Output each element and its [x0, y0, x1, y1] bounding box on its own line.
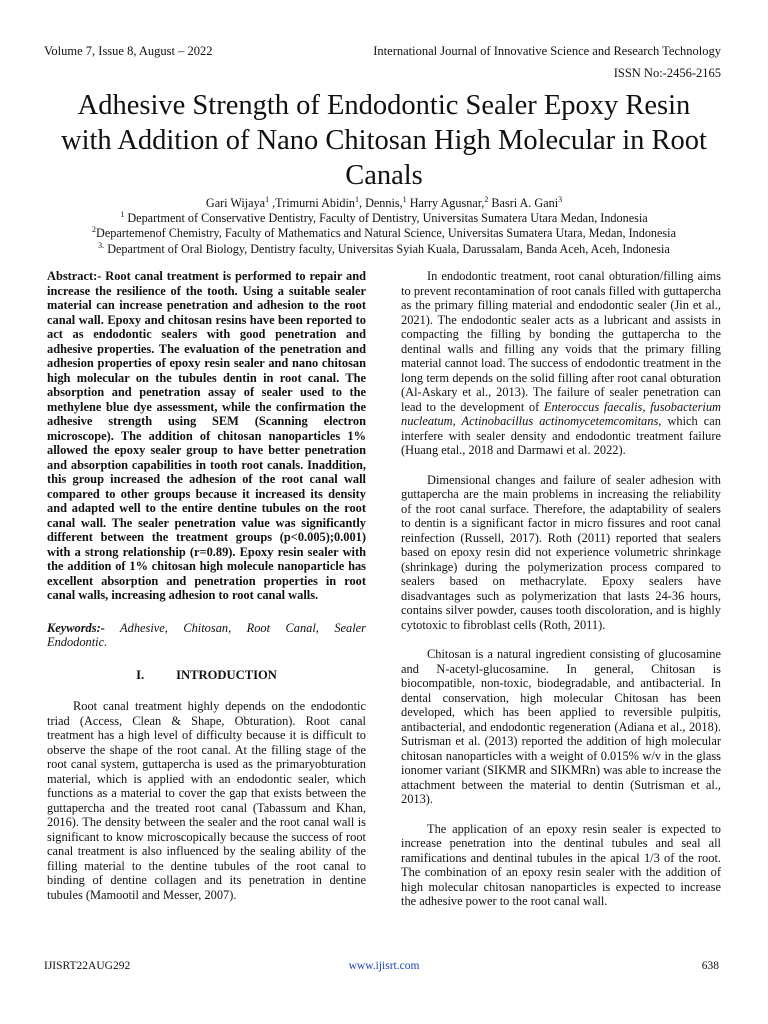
author-list: Gari Wijaya$^1$ ,Trimurni Abidin$^1$, Dennis,$^1$ Harry Agusnar,$^2$ Basri A. Gani$^3$ — [205, 194, 563, 210]
abstract: Abstract:- Root canal treatment is performed to repair and increase the resilience of the tooth. Using a suitable sealer material can increase penetration and adhesion to the root canal wall. Epoxy and chitosan resins have been reported to act as endodontic sealers with good penetration and adhesive properties. The evaluation of the penetration and adhesion properties of epoxy resin sealer and nano chitosan high molecular on the tubules dentin in root canal. The absorption and penetration assay of sealer used to the methylene blue dye assessment, while the confirmation the adhesive strength using SEM (Scanning electron microscope). The addition of chitosan nanoparticles 1% allowed the epoxy sealer group to have better penetration and absorption capabilities in tooth root canals. Inaddition, this group increased the adhesion of the root canal wall compared to other groups because it increased its density and adapted well to the entire dentine tubules on the root canal wall. The sealer penetration value was significantly different between the treatment groups (p<0.005);0.001) with a strong relationship (r=0.89). Epoxy resin sealer with the addition of 1% chitosan high molecule nanoparticle has excellent absorption and penetration properties in root canal walls, increasing adhesion to root canal walls. — [47, 269, 366, 602]
intro-paragraph-3: Dimensional changes and failure of sealer adhesion with guttapercha are the main problems in increasing the reliability of the root canal surface. Therefore, the adaptability of sealers to dentin is a significant factor in micro fissures and root canal reinfection (Russell, 2017). Roth (2011) reported that sealers based on epoxy resin did not experience volumetric shrinkage (shrinkage) during the polymerization process compared to sealers based on methacrylate. Epoxy sealers have disadvantages such as polymerization that lasts 24-36 hours, contains silver powder, causes tooth discoloration, and is highly cytotoxic to fibroblast cells (Roth, 2011). — [401, 472, 721, 632]
page-number: 638 — [701, 960, 719, 972]
affiliation-2: $^2$Departemenof Chemistry, Faculty of Mathematics and Natural Science, Universitas Sumatera Utara, Medan, Indonesia — [92, 224, 676, 240]
running-header-volume: Volume 7, Issue 8, August – 2022 — [44, 44, 213, 58]
paper-title: Adhesive Strength of Endodontic Sealer Epoxy Resin with Addition of Nano Chitosan High Molecular in Root Canals — [61, 90, 707, 191]
issn: ISSN No:-2456-2165 — [613, 66, 721, 80]
intro-paragraph-2: In endodontic treatment, root canal obturation/filling aims to prevent recontamination of root canals filled with guttapercha as the primary filling material and endodontic sealer (Jin et al., 2021). The endodontic sealer acts as a lubricant and assists in compacting the filling by bonding the guttapercha to the dentinal walls and filling any voids that the primary filling material cannot load. The success of endodontic treatment in the long term depends on the solid filling after root canal obturation (Al-Askary et al., 2013). The failure of sealer penetration can lead to the development of Enteroccus faecalis, fusobacterium nucleatum, Actinobacillus actinomycetemcomitans, which can interfere with sealer density and endodontic treatment failure (Huang etal., 2018 and Darmawi et al. 2022). — [401, 269, 721, 457]
section-heading-introduction: I. INTRODUCTION — [136, 667, 277, 682]
affiliation-3: $^{3.}$ Department of Oral Biology, Dentistry faculty, Universitas Syiah Kuala, Darussalam, Banda Aceh, Aceh, Indonesia — [98, 240, 670, 256]
affiliation-1: $^1$ Department of Conservative Dentistry, Faculty of Dentistry, Universitas Sumatera Utara Medan, Indonesia — [120, 209, 648, 225]
keywords: Keywords:- Adhesive, Chitosan, Root Canal, Sealer Endodontic. — [47, 620, 366, 649]
running-header-journal: International Journal of Innovative Science and Research Technology — [373, 44, 721, 58]
intro-paragraph-5: The application of an epoxy resin sealer is expected to increase penetration into the dentinal tubules and seal all ramifications and dentinal tubules in the apical 1/3 of the root. The combination of an epoxy resin sealer with the addition of high molecular chitosan nanoparticles is expected to increase the adhesive power to the root canal wall. — [401, 821, 721, 908]
intro-paragraph-4: Chitosan is a natural ingredient consisting of glucosamine and N-acetyl-glucosamine. In general, Chitosan is biocompatible, non-toxic, biodegradable, and antibacterial. In dental conservation, high molecular Chitosan has been developed, which has been applied to reversible pulpitis, antibacterial, and endodontic regeneration (Adiana et al., 2018). Sutrisman et al. (2013) reported the addition of high molecular chitosan nanoparticles with a weight of 0.015% w/v in the glass ionomer variant (SIKMR and SIKMRn) was able to increase the attachment between the material to dentin (Sutrisman et al., 2013). — [401, 647, 721, 806]
intro-paragraph-1: Root canal treatment highly depends on the endodontic triad (Access, Clean & Shape, Obturation). Root canal treatment has a high level of difficulty because it is difficult to observe the shape of the root canal. At the filling stage of the root canal system, guttapercha is used as the primaryobturation material, which is applied with an endodontic sealer, which functions as a material to cover the gap that exists between the guttapercha and the treated root canal (Tabassum and Khan, 2016). The density between the sealer and the root canal wall is significant to know microscopically because the success of root canal treatment is also influenced by the sealing ability of the filling material to the dentine tubules of the root canal to binding of dentine collagen and its penetration in dentine tubules (Mamootil and Messer, 2007). — [47, 699, 366, 902]
right-column — [401, 269, 721, 909]
footer-paper-id: IJISRT22AUG292 — [44, 960, 131, 972]
footer-website-link[interactable]: www.ijisrt.com — [348, 960, 420, 972]
left-column — [47, 269, 366, 902]
